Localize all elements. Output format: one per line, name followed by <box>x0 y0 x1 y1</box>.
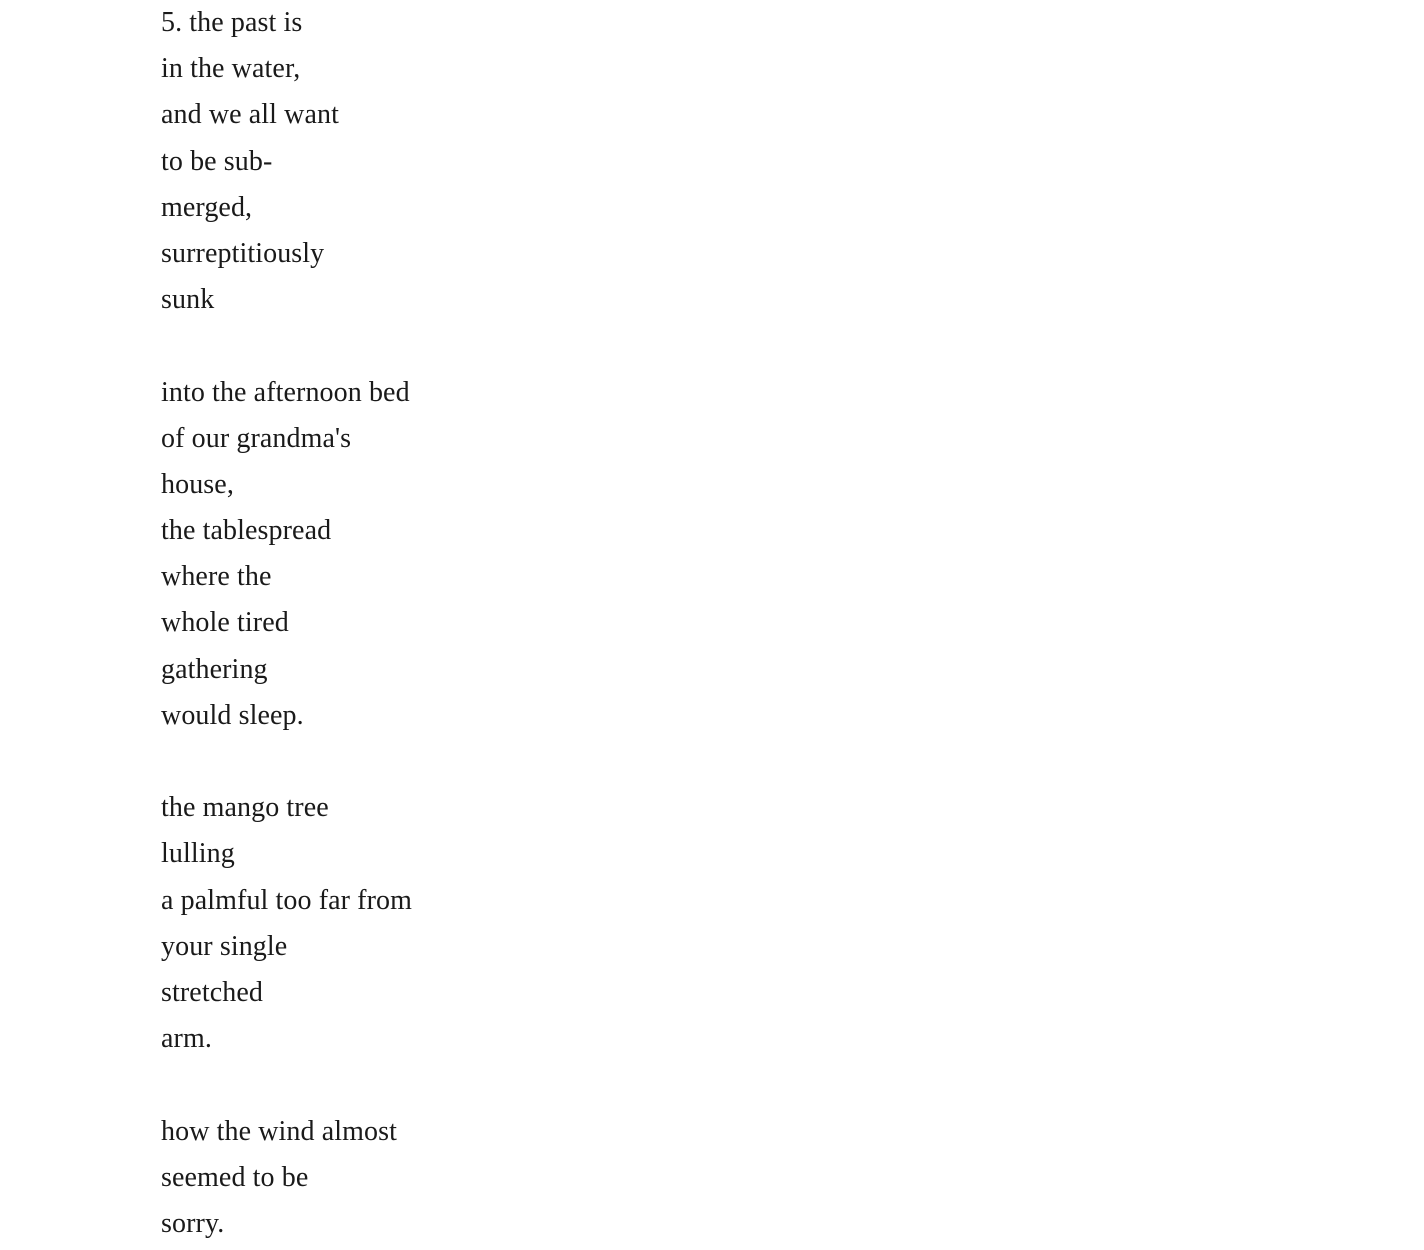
poem-line: the tablespread <box>161 515 332 547</box>
poem-line: where the <box>161 561 272 593</box>
poem-line: would sleep. <box>161 699 304 731</box>
poem-line: a palmful too far from <box>161 884 413 916</box>
poem-line: surreptitiously <box>161 237 325 269</box>
poem-line: gathering <box>161 653 268 685</box>
poem-line: to be sub- <box>161 145 273 177</box>
stanza-2 <box>161 370 861 740</box>
poem-line: how the wind almost <box>161 1115 397 1147</box>
poem-line: house, <box>161 468 234 500</box>
poem-line: arm. <box>161 1023 212 1055</box>
poem-line: stretched <box>161 976 263 1008</box>
poem-line: of our grandma's <box>161 422 352 454</box>
poem-line: in the water, <box>161 53 301 85</box>
poem-line: your single <box>161 930 288 962</box>
poem-line: the mango tree <box>161 792 329 824</box>
stanza-1 <box>161 0 861 323</box>
stanza-4 <box>161 1109 861 1248</box>
poem-line: whole tired <box>161 607 289 639</box>
poem-line: seemed to be <box>161 1161 309 1193</box>
poem-line: into the afternoon bed <box>161 376 410 408</box>
poem-line: sunk <box>161 284 215 316</box>
stanza-3 <box>161 785 861 1062</box>
poem-line: 5. the past is <box>161 7 303 38</box>
poem-line: sorry. <box>161 1207 225 1239</box>
poem-body <box>161 0 861 1247</box>
poem-line: lulling <box>161 838 235 870</box>
poem-line: merged, <box>161 191 253 223</box>
poem-line: and we all want <box>161 99 339 131</box>
